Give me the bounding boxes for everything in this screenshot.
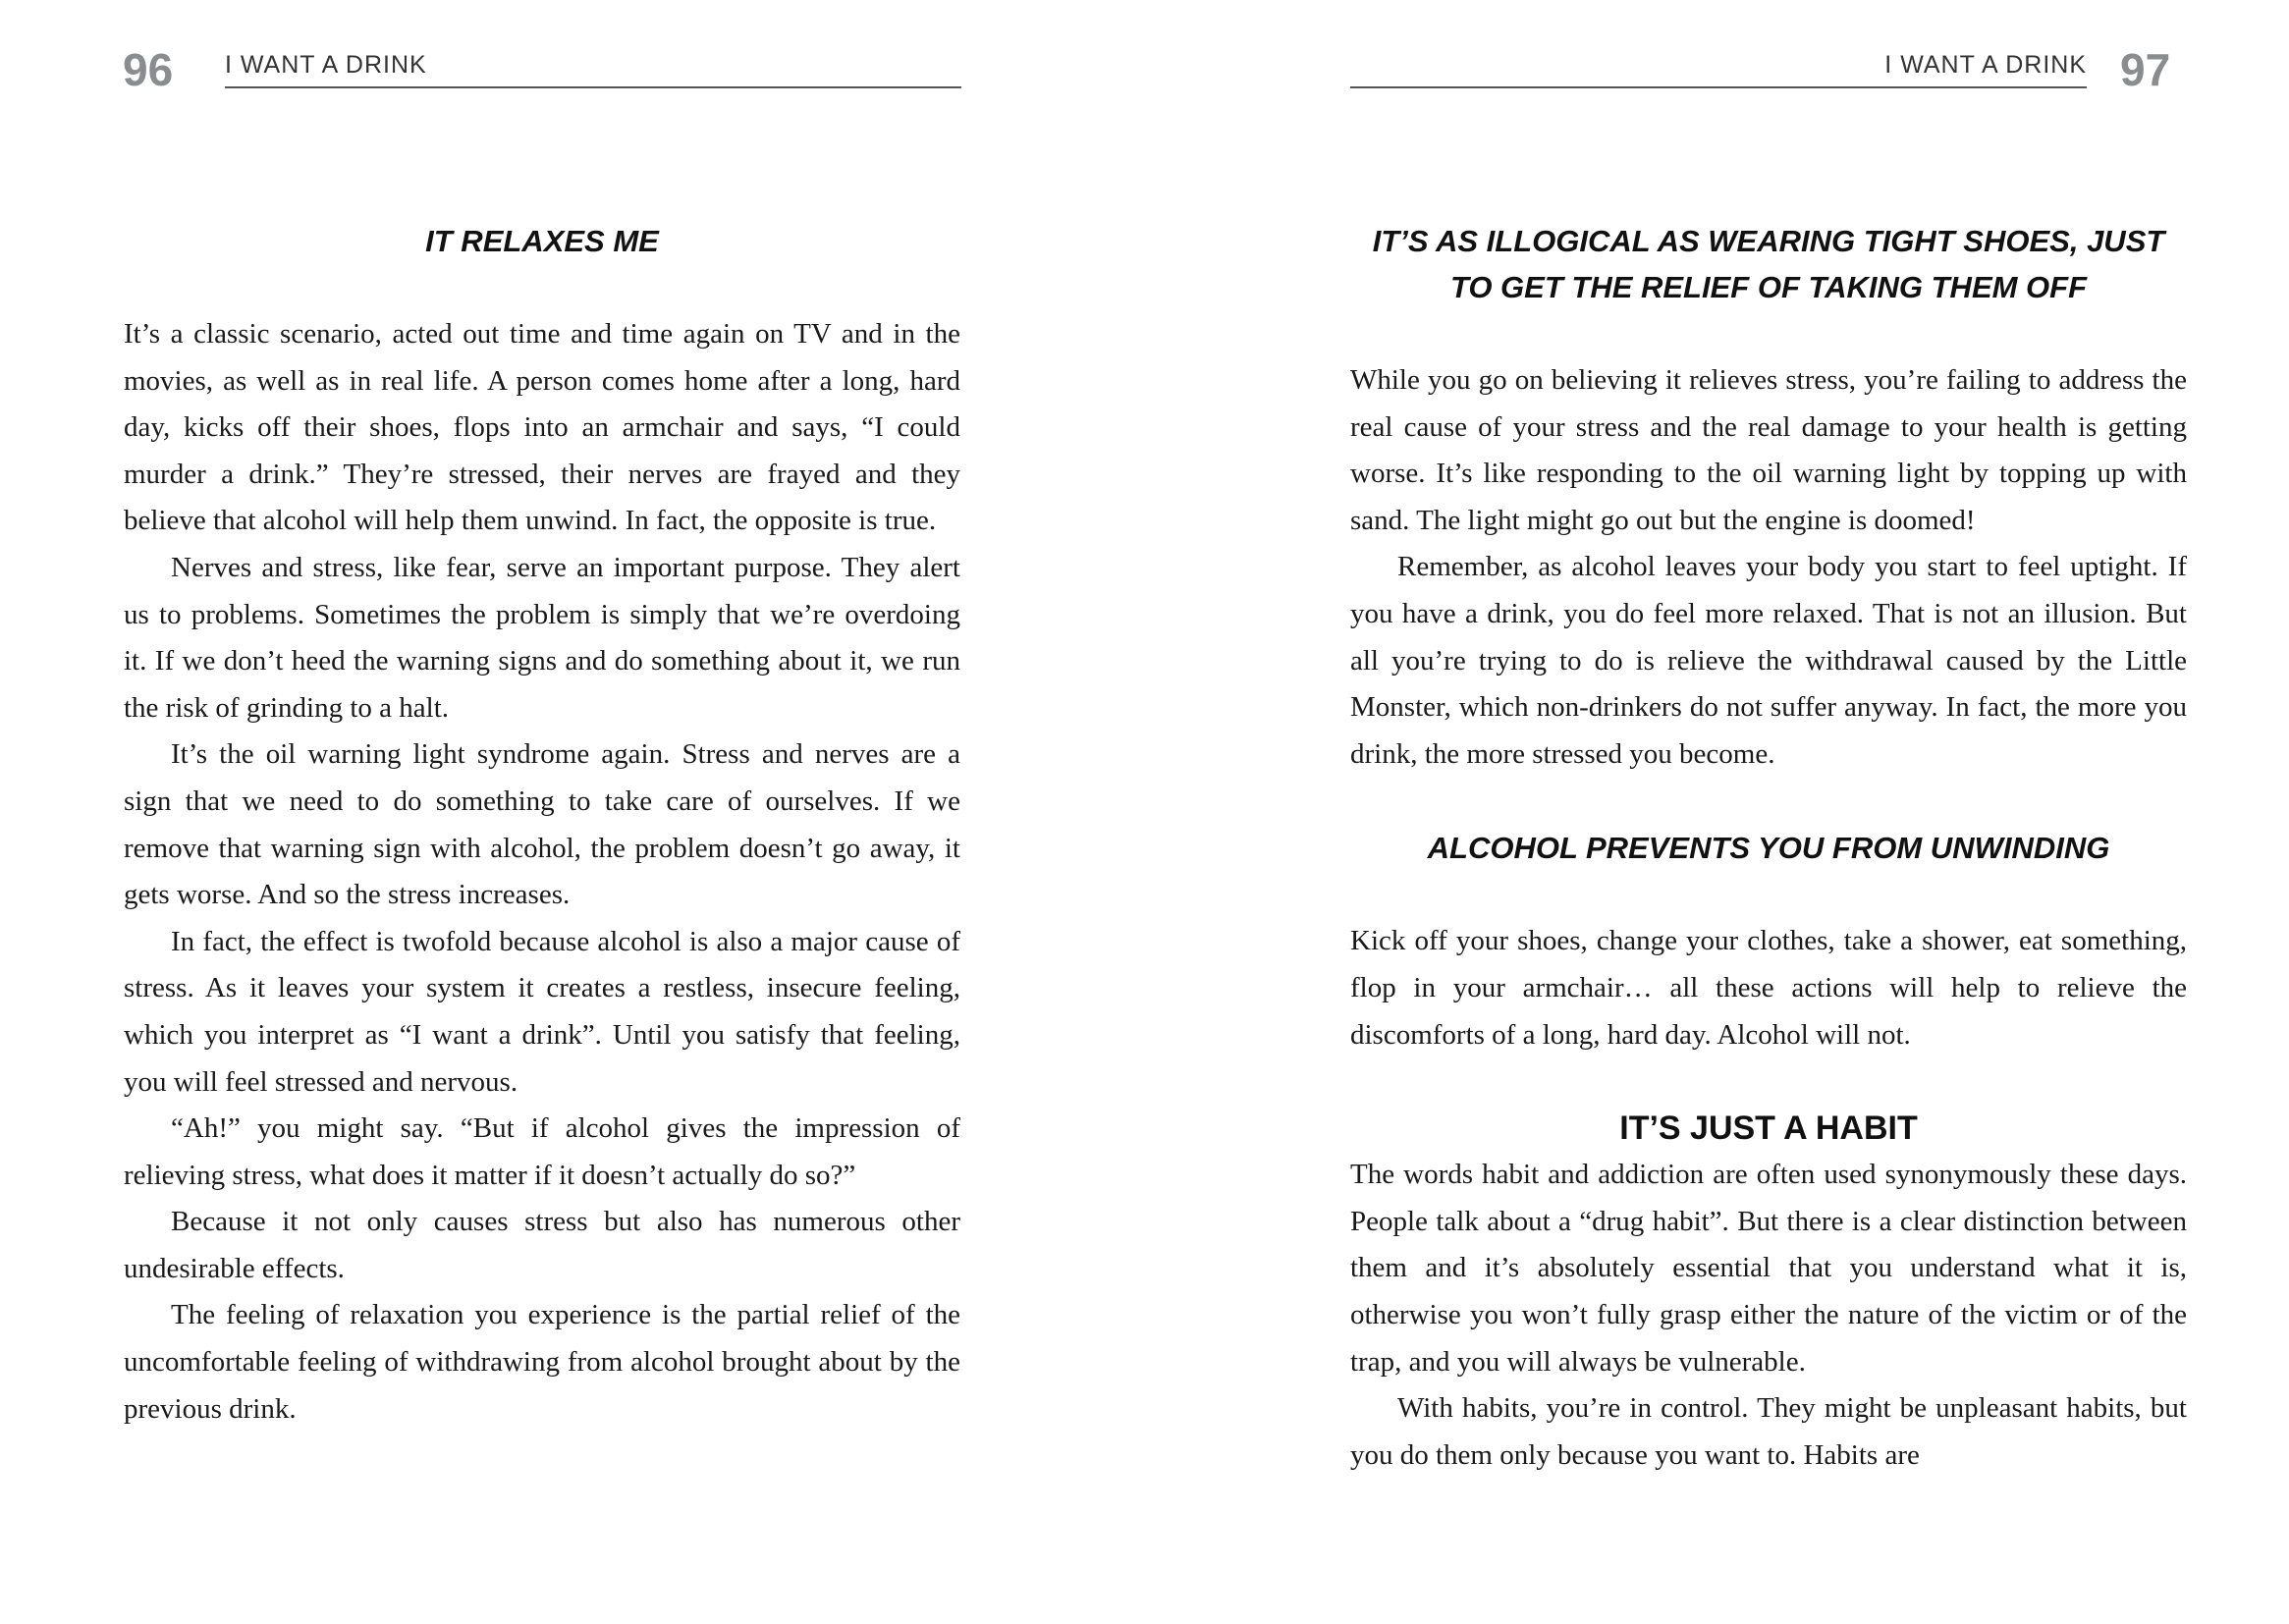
paragraph: The feeling of relaxation you experience is the partial relief of the uncomfortable feeling of withdrawing from alcohol brought about by the previous drink. [124,1299,960,1425]
paragraph: Kick off your shoes, change your clothes, take a shower, eat something, flop in your armchair… all these actions will help to relieve the discomforts of a long, hard day. Alcohol will not. [1350,925,2187,1051]
paragraph: The words habit and addiction are often used synonymously these days. People talk about a “drug habit”. But there is a clear distinction between them and it’s absolutely essential that you understand what it is, otherwise you won’t fully grasp either the nature of the victim or of the trap, and you will always be vulnerable. [1350,1159,2187,1378]
running-head: I WANT A DRINK [1350,45,2087,88]
paragraph: “Ah!” you might say. “But if alcohol gives the impression of relieving stress, what does it matter if it doesn’t actually do so?” [124,1112,960,1191]
paragraph: Remember, as alcohol leaves your body you start to feel uptight. If you have a drink, you do feel more relaxed. That is not an illusion. But all you’re trying to do is relieve the withdrawal caused by the Little Monster, which non-drinkers do not suffer anyway. In fact, the more you drink, the more stressed you become. [1350,551,2187,770]
left-page [0,0,1144,1624]
paragraph: While you go on believing it relieves stress, you’re failing to address the real cause of your stress and the real damage to your health is getting worse. It’s like responding to the oil warning light by topping up with sand. The light might go out but the engine is doomed! [1350,364,2187,536]
paragraph: Nerves and stress, like fear, serve an important purpose. They alert us to problems. Sometimes the problem is simply that we’re overdoing it. If we don’t heed the warning signs and do something about it, we run the risk of grinding to a halt. [124,551,960,724]
paragraph: In fact, the effect is twofold because alcohol is also a major cause of stress. As it leaves your system it creates a restless, insecure feeling, which you interpret as “I want a drink”. Until you satisfy that feeling, you will feel stressed and nervous. [124,925,960,1098]
running-head: I WANT A DRINK [225,45,961,88]
page-number: 97 [2120,44,2171,95]
right-page [1145,0,2289,1624]
left-text-block [124,218,960,1433]
section-heading: IT’S JUST A HABIT [1619,1110,1918,1148]
paragraph: It’s a classic scenario, acted out time and time again on TV and in the movies, as well as in real life. A person comes home after a long, hard day, kicks off their shoes, flops into an armchair and says, “I could murder a drink.” They’re stressed, their nerves are frayed and they believe that alcohol will help them unwind. In fact, the opposite is true. [124,318,960,537]
paragraph: With habits, you’re in control. They might be unpleasant habits, but you do them only because you want to. Habits are [1350,1392,2187,1471]
section-heading: IT’S AS ILLOGICAL AS WEARING TIGHT SHOES, JUST TO GET THE RELIEF OF TAKING THEM OFF [1372,224,2165,304]
section-heading: IT RELAXES ME [425,224,659,258]
section-heading: ALCOHOL PREVENTS YOU FROM UNWINDING [1427,831,2110,866]
page-number: 96 [123,44,174,95]
paragraph: Because it not only causes stress but also has numerous other undesirable effects. [124,1206,960,1284]
right-text-block [1350,218,2187,1479]
paragraph: It’s the oil warning light syndrome again. Stress and nerves are a sign that we need to do something to take care of ourselves. If we remove that warning sign with alcohol, the problem doesn’t go away, it gets worse. And so the stress increases. [124,738,960,911]
